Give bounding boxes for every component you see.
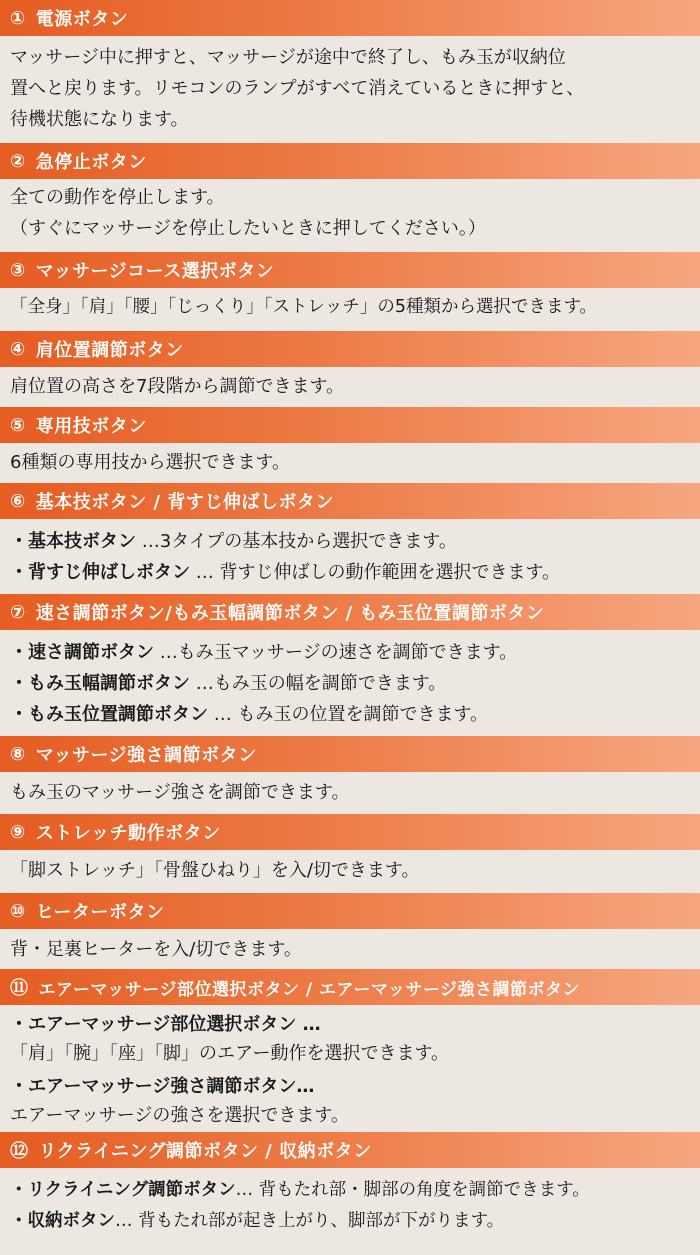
section-title: エアーマッサージ部位選択ボタン / エアーマッサージ強さ調節ボタン <box>38 979 580 1000</box>
section-number: ⑨ <box>10 821 26 843</box>
bullet-label: ・もみ玉幅調節ボタン <box>10 673 190 694</box>
body-line: マッサージ中に押すと、マッサージが途中で終了し、もみ玉が収納位 <box>10 47 566 68</box>
section-header-recline-storage <box>0 1132 700 1168</box>
section-header-stretch <box>0 814 700 850</box>
section-title: 基本技ボタン / 背すじ伸ばしボタン <box>35 492 334 513</box>
section-title: リクライニング調節ボタン / 収納ボタン <box>38 1141 372 1162</box>
section-number: ① <box>10 7 26 29</box>
section-body-speed-width-position <box>0 630 700 736</box>
body-line: 6種類の専用技から選択できます。 <box>10 452 291 473</box>
bullet-item <box>10 526 692 557</box>
section-header-emergency-stop <box>0 143 700 179</box>
body-line: 全ての動作を停止します。 <box>10 187 225 208</box>
bullet-text: … 背すじ伸ばしの動作範囲を選択できます。 <box>190 562 561 583</box>
section-header-air-massage <box>0 969 700 1005</box>
section-title: ストレッチ動作ボタン <box>35 823 221 844</box>
bullet-label: ・速さ調節ボタン <box>10 642 154 663</box>
section-header-massage-strength <box>0 736 700 772</box>
section-header-shoulder-position <box>0 331 700 367</box>
section-title: 専用技ボタン <box>35 416 147 437</box>
section-title: 速さ調節ボタン/もみ玉幅調節ボタン / もみ玉位置調節ボタン <box>35 603 545 624</box>
bullet-item <box>10 668 692 699</box>
bullet-label: ・収納ボタン <box>10 1211 115 1231</box>
section-body-power <box>0 36 700 143</box>
bullet-item <box>10 637 692 668</box>
section-number: ⑧ <box>10 743 26 765</box>
section-body-air-massage <box>0 1005 700 1132</box>
section-body-heater <box>0 929 700 969</box>
bullet-item <box>10 557 692 588</box>
section-header-course-select <box>0 252 700 288</box>
section-body-massage-strength <box>0 772 700 814</box>
section-title: マッサージ強さ調節ボタン <box>35 745 257 766</box>
bullet-item <box>10 1206 692 1237</box>
section-title: マッサージコース選択ボタン <box>35 261 275 282</box>
bullet-text: … もみ玉の位置を調節できます。 <box>208 704 489 725</box>
bullet-label: ・もみ玉位置調節ボタン <box>10 704 208 725</box>
section-number: ⑦ <box>10 601 26 623</box>
section-number: ⑫ <box>10 1141 29 1162</box>
section-body-special-technique <box>0 443 700 483</box>
bullet-text: … 背もたれ部・脚部の角度を調節できます。 <box>235 1180 590 1200</box>
section-body-stretch <box>0 850 700 893</box>
body-line: 「脚ストレッチ」「骨盤ひねり」を入/切できます。 <box>10 860 420 881</box>
section-body-recline-storage <box>0 1168 700 1243</box>
section-body-shoulder-position <box>0 367 700 407</box>
body-line: （すぐにマッサージを停止したいときに押してください。） <box>10 218 486 239</box>
section-number: ④ <box>10 338 26 360</box>
section-header-heater <box>0 893 700 929</box>
section-number: ⑩ <box>10 900 26 922</box>
bullet-item <box>10 1175 692 1206</box>
bullet-text: … 背もたれ部が起き上がり、脚部が下がります。 <box>115 1211 505 1231</box>
bullet-label: ・背すじ伸ばしボタン <box>10 562 190 583</box>
section-title: ヒーターボタン <box>35 902 165 923</box>
section-title: 肩位置調節ボタン <box>35 340 184 361</box>
section-number: ⑥ <box>10 490 26 512</box>
bullet-item <box>10 699 692 730</box>
block-label: ・エアーマッサージ部位選択ボタン … <box>10 1014 321 1035</box>
section-number: ⑪ <box>10 978 29 999</box>
body-line: 置へと戻ります。リモコンのランプがすべて消えているときに押すと、 <box>10 78 585 99</box>
bullet-text: …もみ玉マッサージの速さを調節できます。 <box>154 642 518 663</box>
body-line: もみ玉のマッサージ強さを調節できます。 <box>10 782 350 803</box>
section-number: ③ <box>10 259 26 281</box>
block-label: ・エアーマッサージ強さ調節ボタン… <box>10 1076 315 1097</box>
body-line: 待機状態になります。 <box>10 109 189 130</box>
block-text: 「肩」「腕」「座」「脚」のエアー動作を選択できます。 <box>10 1043 450 1064</box>
body-line: 背・足裏ヒーターを入/切できます。 <box>10 939 302 960</box>
section-body-basic-technique <box>0 519 700 594</box>
section-header-special-technique <box>0 407 700 443</box>
body-line: 「全身」「肩」「腰」「じっくり」「ストレッチ」の5種類から選択できます。 <box>10 297 598 317</box>
section-number: ⑤ <box>10 414 26 436</box>
section-title: 急停止ボタン <box>35 152 147 173</box>
bullet-label: ・基本技ボタン <box>10 531 136 552</box>
section-header-basic-technique <box>0 483 700 519</box>
bullet-label: ・リクライニング調節ボタン <box>10 1180 236 1200</box>
section-number: ② <box>10 150 26 172</box>
block-text: エアーマッサージの強さを選択できます。 <box>10 1105 349 1126</box>
bullet-text: …もみ玉の幅を調節できます。 <box>190 673 447 694</box>
section-header-power <box>0 0 700 36</box>
section-header-speed-width-position <box>0 594 700 630</box>
body-line: 肩位置の高さを7段階から調節できます。 <box>10 376 345 397</box>
section-title: 電源ボタン <box>35 9 129 30</box>
bullet-text: …3タイプの基本技から選択できます。 <box>136 531 457 552</box>
section-body-course-select <box>0 288 700 331</box>
section-body-emergency-stop <box>0 179 700 252</box>
